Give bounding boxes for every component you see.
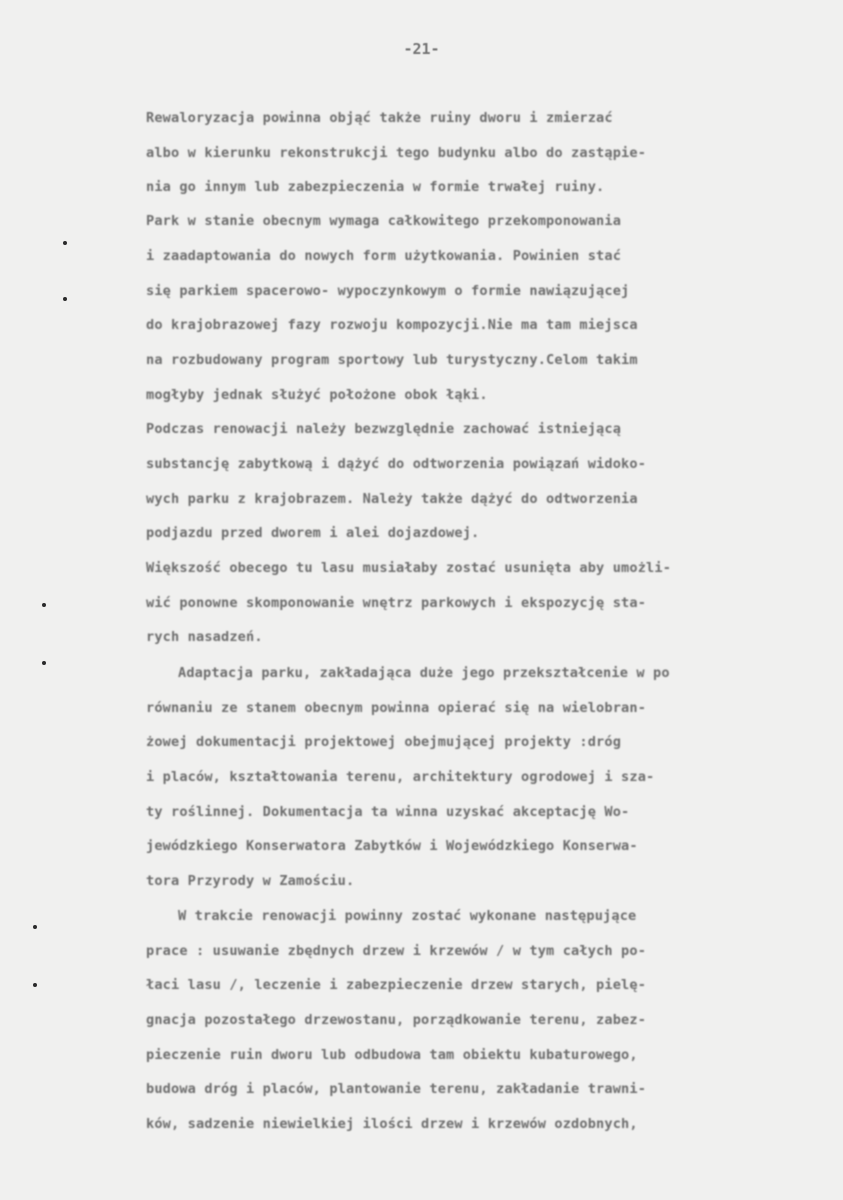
text-line: Podczas renowacji należy bezwzględnie zachować istniejącą xyxy=(146,421,622,437)
text-line: i placów, kształtowania terenu, architektury ogrodowej i sza- xyxy=(146,769,655,785)
text-line: budowa dróg i placów, plantowanie terenu, zakładanie trawni- xyxy=(146,1081,647,1097)
text-line: jewódzkiego Konserwatora Zabytków i Wojewódzkiego Konserwa- xyxy=(146,838,638,854)
text-line: Rewaloryzacja powinna objąć także ruiny dworu i zmierzać xyxy=(146,110,613,126)
text-line: tora Przyrody w Zamościu. xyxy=(146,873,355,889)
text-line: wych parku z krajobrazem. Należy także dążyć do odtworzenia xyxy=(146,491,638,507)
text-line: prace : usuwanie zbędnych drzew i krzewów / w tym całych po- xyxy=(146,943,647,959)
text-line: podjazdu przed dworem i alei dojazdowej. xyxy=(146,525,480,541)
text-line: albo w kierunku rekonstrukcji tego budynku albo do zastąpie- xyxy=(146,145,647,161)
punch-hole-mark xyxy=(33,983,37,987)
text-line: żowej dokumentacji projektowej obejmującej projekty :dróg xyxy=(146,734,622,750)
text-line: substancję zabytkową i dążyć do odtworzenia powiązań widoko- xyxy=(146,456,647,472)
text-line: rych nasadzeń. xyxy=(146,629,263,645)
punch-hole-mark xyxy=(63,297,67,301)
text-line: się parkiem spacerowo- wypoczynkowym o formie nawiązującej xyxy=(146,283,630,299)
text-line: ków, sadzenie niewielkiej ilości drzew i krzewów ozdobnych, xyxy=(146,1116,638,1132)
text-line: do krajobrazowej fazy rozwoju kompozycji.Nie ma tam miejsca xyxy=(146,317,638,333)
text-line: pieczenie ruin dworu lub odbudowa tam obiektu kubaturowego, xyxy=(146,1047,638,1063)
text-line: gnacja pozostałego drzewostanu, porządkowanie terenu, zabez- xyxy=(146,1012,647,1028)
text-line: nia go innym lub zabezpieczenia w formie trwałej ruiny. xyxy=(146,179,605,195)
text-line: Adaptacja parku, zakładająca duże jego przekształcenie w po xyxy=(178,665,670,681)
text-line: Park w stanie obecnym wymaga całkowitego przekomponowania xyxy=(146,213,622,229)
text-line: W trakcie renowacji powinny zostać wykonane następujące xyxy=(178,908,637,924)
punch-hole-mark xyxy=(42,603,46,607)
text-line: równaniu ze stanem obecnym powinna opierać się na wielobran- xyxy=(146,700,647,716)
text-line: Większość obecego tu lasu musiałaby zostać usunięta aby umożli- xyxy=(146,560,672,576)
punch-hole-mark xyxy=(33,925,37,929)
text-line: na rozbudowany program sportowy lub turystyczny.Celom takim xyxy=(146,352,638,368)
text-line: wić ponowne skomponowanie wnętrz parkowych i ekspozycję sta- xyxy=(146,595,647,611)
page-number: -21- xyxy=(403,40,440,58)
text-line: mogłyby jednak służyć położone obok łąki. xyxy=(146,387,488,403)
text-line: łaci lasu /, leczenie i zabezpieczenie drzew starych, pielę- xyxy=(146,977,647,993)
punch-hole-mark xyxy=(63,241,67,245)
text-line: ty roślinnej. Dokumentacja ta winna uzyskać akceptację Wo- xyxy=(146,804,630,820)
text-line: i zaadaptowania do nowych form użytkowania. Powinien stać xyxy=(146,248,622,264)
punch-hole-mark xyxy=(42,661,46,665)
